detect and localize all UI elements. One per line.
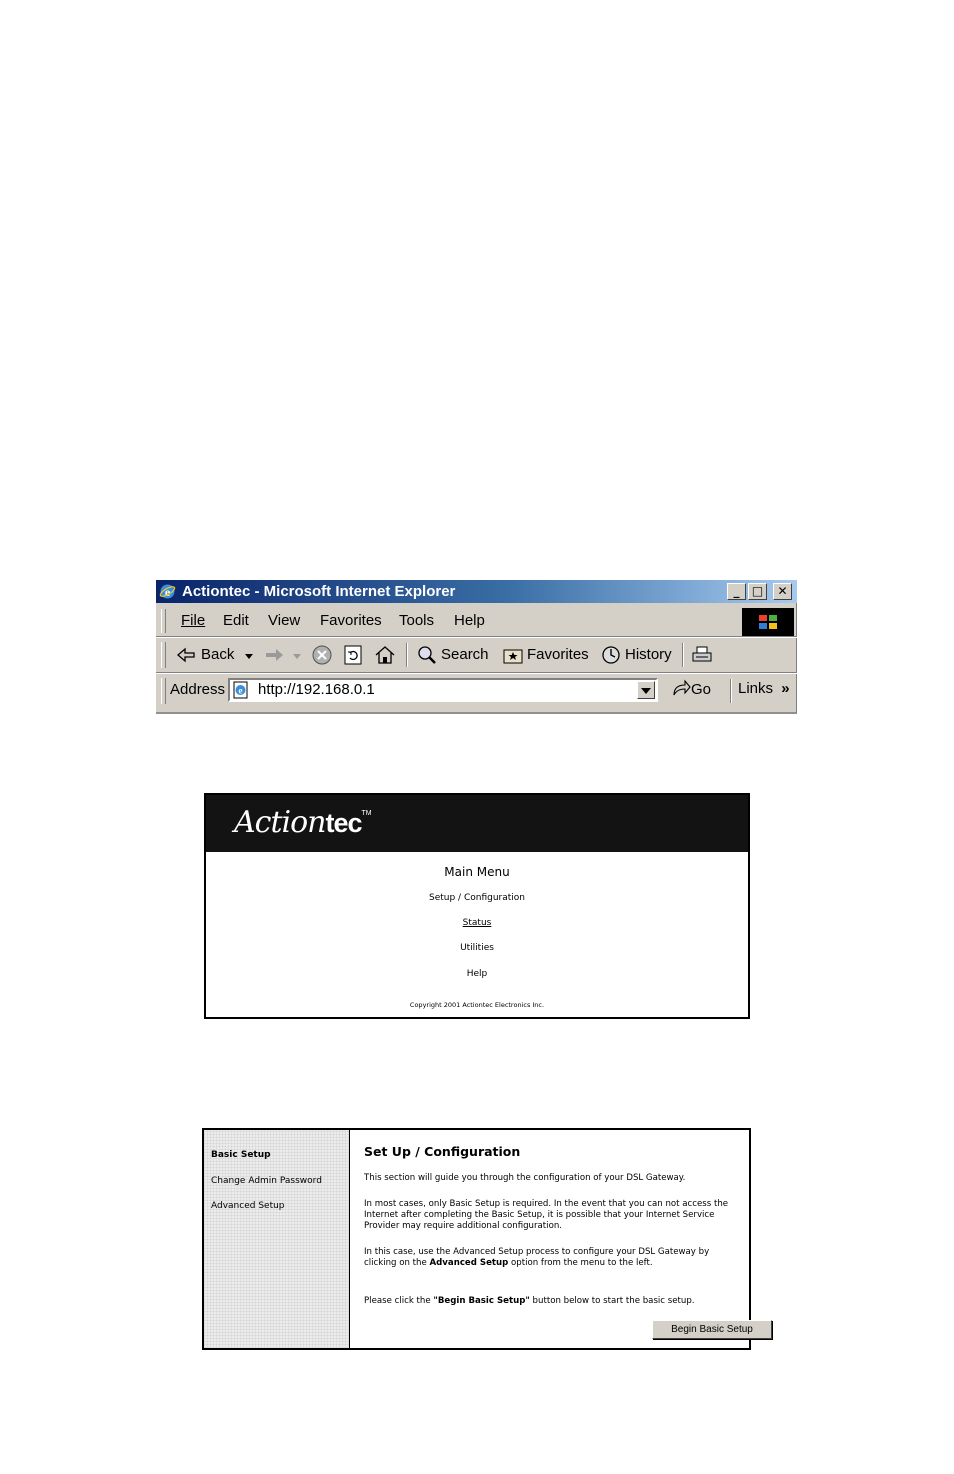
basic-setup-paragraph: In most cases, only Basic Setup is required. In the event that you can not access the Internet after completing the Basic Setup, it is possible that your Internet Service Provider may require additional configuration. <box>364 1199 729 1232</box>
advanced-setup-paragraph: In this case, use the Advanced Setup process to configure your DSL Gateway by clicking on the Advanced Setup option from the menu to the left. <box>364 1247 710 1269</box>
back-button[interactable]: Back <box>201 646 235 663</box>
menu-bar-divider <box>156 636 797 638</box>
instruction-paragraph: Please click the "Begin Basic Setup" button below to start the basic setup. <box>364 1296 695 1306</box>
menu-view[interactable] <box>268 611 300 631</box>
sidebar-item-advanced-setup[interactable]: Advanced Setup <box>211 1201 285 1211</box>
minimize-icon: _ <box>733 584 740 598</box>
menu-bar-grip[interactable] <box>161 609 166 633</box>
menu-tools[interactable] <box>399 611 434 631</box>
main-menu-title: Main Menu <box>444 865 510 879</box>
menu-tools-label: Tools <box>399 612 435 629</box>
windows-flag-icon <box>758 614 778 630</box>
toolbar-grip[interactable] <box>161 642 166 668</box>
home-icon[interactable] <box>374 644 396 666</box>
advanced-setup-emphasis: Advanced Setup <box>429 1258 509 1269</box>
print-icon[interactable] <box>691 644 713 666</box>
refresh-icon[interactable] <box>342 644 364 666</box>
back-arrow-icon[interactable] <box>176 644 196 666</box>
menu-link-help[interactable]: Help <box>466 969 488 979</box>
address-label: Address <box>170 681 226 698</box>
address-url: http://192.168.0.1 <box>258 681 375 698</box>
stop-icon[interactable] <box>311 644 333 666</box>
favorites-icon[interactable] <box>502 644 524 666</box>
menu-link-utilities[interactable]: Utilities <box>460 943 494 953</box>
svg-text:e: e <box>238 685 243 696</box>
copyright-text: Copyright 2001 Actiontec Electronics Inc. <box>409 1001 545 1009</box>
close-button[interactable] <box>773 583 792 600</box>
chevron-right-icon: » <box>781 680 790 697</box>
chevron-down-icon <box>641 688 651 694</box>
history-button[interactable]: History <box>625 646 672 663</box>
toolbar-separator <box>406 643 408 667</box>
actiontec-logo: Actiontec™ <box>234 805 372 840</box>
setup-sidebar <box>204 1130 350 1348</box>
menu-bar <box>156 607 797 635</box>
menu-link-status[interactable]: Status <box>462 918 492 928</box>
address-bar-grip[interactable] <box>161 678 166 704</box>
setup-configuration-page <box>202 1128 751 1350</box>
minimize-button[interactable] <box>727 583 746 600</box>
links-button[interactable] <box>738 679 790 699</box>
menu-file[interactable] <box>181 611 205 631</box>
internet-explorer-icon <box>159 583 176 600</box>
browser-window <box>156 580 797 714</box>
begin-basic-setup-button[interactable]: Begin Basic Setup <box>652 1320 772 1339</box>
search-icon[interactable] <box>416 644 438 666</box>
address-bar <box>156 675 797 707</box>
maximize-button[interactable] <box>748 583 767 600</box>
svg-text:e: e <box>164 585 171 599</box>
brand-banner <box>206 795 748 852</box>
links-label: Links <box>738 680 774 697</box>
menu-favorites-label: Favorites <box>320 612 382 629</box>
menu-help[interactable] <box>454 611 485 631</box>
go-label: Go <box>691 681 712 698</box>
windows-logo-throbber <box>742 608 794 636</box>
main-menu-page <box>204 793 750 1019</box>
maximize-icon: □ <box>751 584 764 598</box>
history-icon[interactable] <box>600 644 622 666</box>
window-title: Actiontec - Microsoft Internet Explorer <box>182 583 456 600</box>
toolbar-separator <box>682 643 684 667</box>
sidebar-item-basic-setup[interactable]: Basic Setup <box>211 1150 271 1160</box>
address-input[interactable] <box>228 678 658 702</box>
menu-view-label: View <box>268 612 301 629</box>
page-icon <box>232 681 250 699</box>
forward-arrow-icon[interactable] <box>263 644 285 666</box>
menu-help-label: Help <box>454 612 485 629</box>
menu-edit[interactable] <box>223 611 249 631</box>
address-separator <box>730 679 732 703</box>
forward-dropdown-icon[interactable] <box>291 644 303 666</box>
standard-toolbar <box>156 639 797 671</box>
menu-link-setup-configuration[interactable]: Setup / Configuration <box>429 893 525 903</box>
search-button[interactable]: Search <box>441 646 489 663</box>
menu-favorites[interactable] <box>320 611 382 631</box>
close-icon: ✕ <box>777 584 788 598</box>
menu-edit-label: Edit <box>223 612 249 629</box>
intro-paragraph: This section will guide you through the configuration of your DSL Gateway. <box>364 1173 686 1183</box>
favorites-button[interactable]: Favorites <box>527 646 589 663</box>
title-bar[interactable] <box>156 580 797 603</box>
begin-basic-setup-emphasis: "Begin Basic Setup" <box>433 1296 530 1306</box>
go-arrow-icon <box>671 679 691 697</box>
back-dropdown-icon[interactable] <box>243 644 255 666</box>
page-title: Set Up / Configuration <box>364 1144 521 1159</box>
sidebar-item-change-admin-password[interactable]: Change Admin Password <box>211 1176 322 1186</box>
go-button[interactable] <box>671 679 711 700</box>
address-dropdown-button[interactable] <box>637 681 655 699</box>
toolbar-divider <box>156 672 797 674</box>
menu-file-label: File <box>181 612 206 629</box>
